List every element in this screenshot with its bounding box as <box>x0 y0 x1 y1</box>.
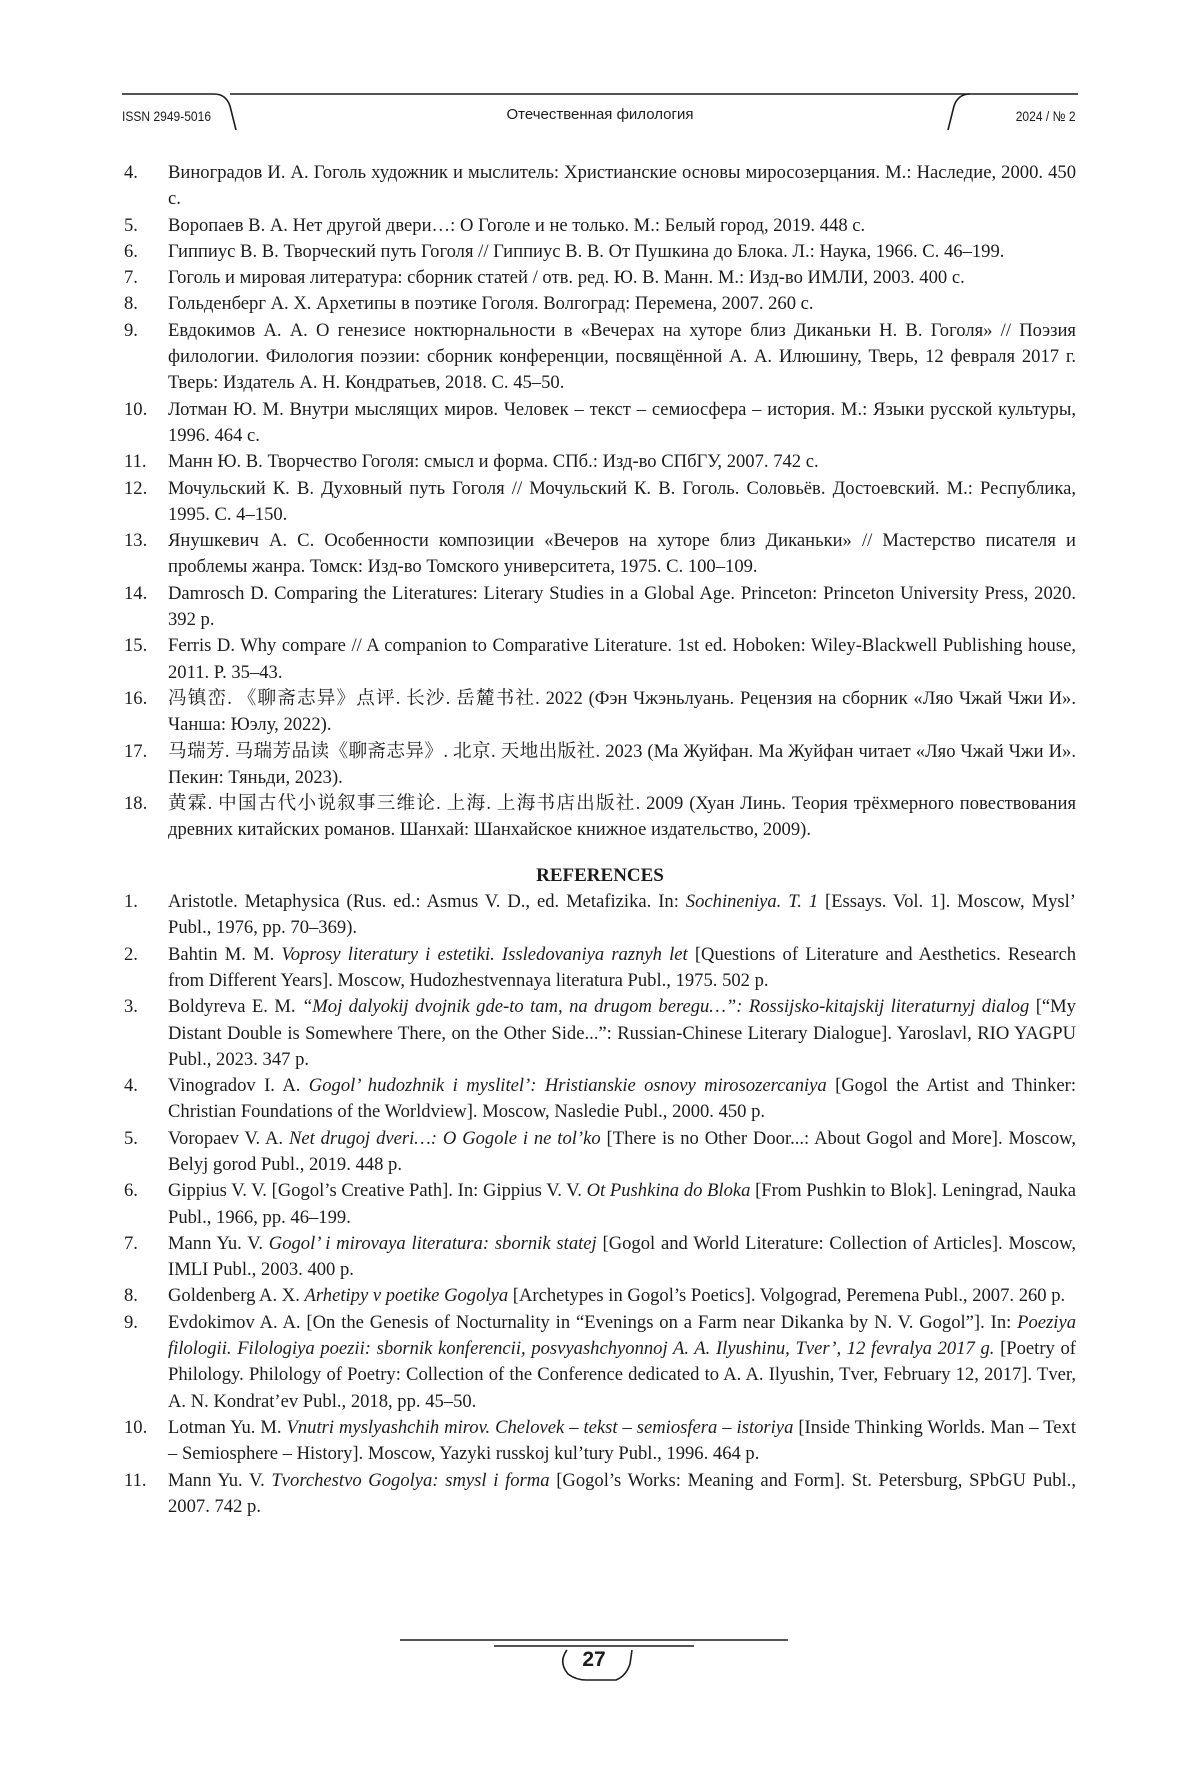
reference-text: Boldyreva E. M. <box>168 996 302 1018</box>
reference-title-italic: Voprosy literatury i estetiki. Issledovaniya raznyh let <box>281 943 688 965</box>
reference-text: [Archetypes in Gogol’s Poetics]. Volgograd, Peremena Publ., 2007. 260 p. <box>508 1285 1066 1307</box>
reference-item <box>124 397 1076 450</box>
reference-number: 11. <box>124 451 147 473</box>
reference-text: [“My Distant Double is Somewhere There, on the Other Side...”: Russian-Chinese Literary Dialogue]. Yaroslavl, RIO YAGPU Publ., 2023. 347 p. <box>168 996 1076 1070</box>
reference-text: 黄霖. 中国古代小说叙事三维论. 上海. 上海书店出版社. 2009 (Хуан Линь. Теория трёхмерного повествования древних китайских романов. Шанхай: Шанхайское книжное издательство, 2009). <box>168 793 1076 841</box>
reference-title-italic: Gogol’ i mirovaya literatura: sbornik statej <box>268 1232 597 1254</box>
reference-text: Gippius V. V. [Gogol’s Creative Path]. In: Gippius V. V. <box>168 1180 587 1202</box>
reference-item <box>124 160 1076 213</box>
reference-title-italic: Arhetipy v poetike Gogolya <box>304 1285 509 1307</box>
reference-item <box>124 581 1076 634</box>
reference-title-italic: Vnutri myslyashchih mirov. Chelovek – tekst – semiosfera – istoriya <box>286 1416 794 1438</box>
reference-item <box>124 1283 1076 1309</box>
reference-number: 5. <box>124 1127 138 1149</box>
reference-text: 冯镇峦. 《聊斋志异》点评. 长沙. 岳麓书社. 2022 (Фэн Чжэньлуань. Рецензия на сборник «Ляо Чжай Чжи И». Чанша: Юэлу, 2022). <box>168 687 1076 736</box>
reference-text: [Gogol’s Works: Meaning and Form]. St. Petersburg, SPbGU Publ., 2007. 742 p. <box>168 1469 1077 1517</box>
reference-item <box>124 942 1076 995</box>
reference-number: 5. <box>124 214 138 236</box>
english-reference-list <box>124 889 1076 1520</box>
reference-item <box>124 476 1076 529</box>
reference-number: 13. <box>124 530 148 552</box>
russian-reference-list <box>124 160 1076 844</box>
reference-text: [Essays. Vol. 1]. Moscow, Mysl’ Publ., 1976, pp. 70–369). <box>168 891 1076 939</box>
reference-text: Lotman Yu. M. <box>168 1416 287 1438</box>
reference-text: [Gogol the Artist and Thinker: Christian Foundations of the Worldview]. Moscow, Nasledie Publ., 2000. 450 p. <box>168 1075 1076 1123</box>
reference-item <box>124 1073 1076 1126</box>
reference-item <box>124 686 1076 739</box>
reference-item <box>124 739 1076 792</box>
reference-text: [Inside Thinking Worlds. Man – Text – Semiosphere – History]. Moscow, Yazyki russkoj kul’tury Publ., 1996. 464 p. <box>168 1416 1076 1465</box>
reference-text: Voropaev V. A. <box>168 1127 289 1149</box>
page-footer <box>400 1628 788 1688</box>
reference-text: Mann Yu. V. <box>168 1232 269 1254</box>
journal-title: Отечественная филология <box>506 106 694 123</box>
reference-number: 10. <box>124 1416 148 1438</box>
reference-number: 7. <box>124 1232 138 1254</box>
reference-text: Ferris D. Why compare // A companion to Comparative Literature. 1st ed. Hoboken: Wiley-Blackwell Publishing house, 2011. P. 35–43. <box>168 635 1076 683</box>
reference-text: Damrosch D. Comparing the Literatures: Literary Studies in a Global Age. Princeton: Princeton University Press, 2020. 392 p. <box>168 582 1076 631</box>
reference-text: [Gogol and World Literature: Collection of Articles]. Moscow, IMLI Publ., 2003. 400 p. <box>168 1232 1076 1281</box>
reference-text: Евдокимов А. А. О генезисе ноктюрнальности в «Вечерах на хуторе близ Диканьки Н. В. Гоголя» // Поэзия филологии. Филология поэзии: сборник конференции, посвящённой А. А. Илюшину, Тверь, 12 февраля 2017 г. Тверь: Издатель А. Н. Кондратьев, 2018. С. 45–50. <box>168 319 1076 394</box>
issn: ISSN 2949-5016 <box>122 108 212 124</box>
reference-item <box>124 994 1076 1073</box>
reference-number: 18. <box>124 793 148 815</box>
reference-text: [There is no Other Door...: About Gogol and More]. Moscow, Belyj gorod Publ., 2019. 448 p. <box>168 1127 1076 1175</box>
reference-text: Виноградов И. А. Гоголь художник и мыслитель: Христианские основы миросозерцания. М.: Наследие, 2000. 450 с. <box>168 162 1076 210</box>
reference-item <box>124 239 1076 265</box>
issue-number: 2024 / № 2 <box>1016 108 1076 124</box>
reference-text: Манн Ю. В. Творчество Гоголя: смысл и форма. СПб.: Изд-во СПбГУ, 2007. 742 с. <box>168 451 819 473</box>
references-heading: REFERENCES <box>536 864 664 886</box>
reference-text: 马瑞芳. 马瑞芳品读《聊斋志异》. 北京. 天地出版社. 2023 (Ма Жуйфан. Ма Жуйфан читает «Ляо Чжай Чжи И». Пекин: Тяньди, 2023). <box>168 740 1076 788</box>
reference-text: Evdokimov A. A. [On the Genesis of Nocturnality in “Evenings on a Farm near Dikanka by N. V. Gogol”]. In: <box>168 1311 1018 1333</box>
reference-item <box>124 1310 1076 1415</box>
reference-item <box>124 449 1076 475</box>
reference-title-italic: Ot Pushkina do Bloka <box>586 1180 751 1202</box>
reference-text: Гоголь и мировая литература: сборник статей / отв. ред. Ю. В. Манн. М.: Изд-во ИМЛИ, 2003. 400 с. <box>168 267 965 289</box>
reference-number: 6. <box>124 1180 138 1202</box>
reference-item <box>124 318 1076 397</box>
reference-item <box>124 265 1076 291</box>
page-number: 27 <box>582 1648 606 1671</box>
reference-item <box>124 633 1076 686</box>
reference-number: 16. <box>124 687 148 709</box>
reference-number: 4. <box>124 1075 138 1097</box>
reference-text: [Questions of Literature and Aesthetics. Research from Different Years]. Moscow, Hudozhestvennaya literatura Publ., 1975. 502 p. <box>168 943 1077 991</box>
reference-title-italic: Net drugoj dveri…: O Gogole i ne tol’ko <box>288 1127 601 1149</box>
reference-number: 15. <box>124 635 148 657</box>
reference-text: Vinogradov I. A. <box>168 1075 309 1097</box>
reference-title-italic: Poeziya filologii. Filologiya poezii: sbornik konferencii, posvyashchyonnoj A. A. Ilyushinu, Tver’, 12 fevralya 2017 g. <box>168 1311 1076 1360</box>
reference-content <box>124 160 1076 1520</box>
reference-text: Янушкевич А. С. Особенности композиции «Вечеров на хуторе близ Диканьки» // Мастерство писателя и проблемы жанра. Томск: Изд-во Томского университета, 1975. С. 100–109. <box>168 530 1076 578</box>
reference-number: 11. <box>124 1469 147 1491</box>
reference-number: 2. <box>124 943 138 965</box>
reference-text: Гольденберг А. Х. Архетипы в поэтике Гоголя. Волгоград: Перемена, 2007. 260 с. <box>168 293 814 315</box>
reference-text: Воропаев В. А. Нет другой двери…: О Гоголе и не только. М.: Белый город, 2019. 448 с. <box>168 214 866 236</box>
reference-number: 3. <box>124 996 138 1018</box>
reference-number: 6. <box>124 240 138 262</box>
reference-title-italic: Tvorchestvo Gogolya: smysl i forma <box>271 1469 550 1491</box>
reference-number: 9. <box>124 1311 138 1333</box>
reference-title-italic: Gogol’ hudozhnik i myslitel’: Hristianskie osnovy mirosozercaniya <box>308 1075 827 1097</box>
reference-item <box>124 1126 1076 1179</box>
reference-item <box>124 1231 1076 1284</box>
reference-item <box>124 1178 1076 1231</box>
reference-number: 1. <box>124 891 138 913</box>
reference-item <box>124 1468 1076 1521</box>
reference-text: [Poetry of Philology. Philology of Poetry: Collection of the Conference dedicated to A. A. Ilyushin, Tver, February 12, 2017]. Tver, A. N. Kondrat’ev Publ., 2018, pp. 45–50. <box>168 1338 1076 1412</box>
reference-number: 10. <box>124 398 148 420</box>
reference-text: Mann Yu. V. <box>168 1469 272 1491</box>
reference-text: Goldenberg A. X. <box>168 1285 305 1307</box>
reference-number: 8. <box>124 293 138 315</box>
reference-number: 9. <box>124 319 138 341</box>
reference-number: 12. <box>124 477 148 499</box>
running-header <box>122 84 1078 136</box>
reference-number: 8. <box>124 1285 138 1307</box>
reference-title-italic: “Moj dalyokij dvojnik gde-to tam, na drugom beregu…”: Rossijsko-kitajskij literaturnyj dialog <box>301 996 1030 1018</box>
reference-text: [From Pushkin to Blok]. Leningrad, Nauka Publ., 1966, pp. 46–199. <box>168 1180 1076 1228</box>
reference-item <box>124 528 1076 581</box>
reference-number: 14. <box>124 582 148 604</box>
reference-text: Aristotle. Metaphysica (Rus. ed.: Asmus V. D., ed. Metafizika. In: <box>168 891 686 913</box>
reference-item <box>124 213 1076 239</box>
reference-number: 7. <box>124 267 138 289</box>
reference-text: Bahtin M. M. <box>168 943 282 965</box>
reference-text: Мочульский К. В. Духовный путь Гоголя // Мочульский К. В. Гоголь. Соловьёв. Достоевский. М.: Республика, 1995. С. 4–150. <box>168 477 1076 525</box>
reference-item <box>124 889 1076 942</box>
reference-number: 4. <box>124 162 138 183</box>
reference-text: Гиппиус В. В. Творческий путь Гоголя // Гиппиус В. В. От Пушкина до Блока. Л.: Наука, 1966. С. 46–199. <box>168 240 1005 262</box>
reference-item <box>124 1415 1076 1468</box>
reference-title-italic: Sochineniya. T. 1 <box>685 891 819 913</box>
reference-text: Лотман Ю. М. Внутри мыслящих миров. Человек – текст – семиосфера – история. М.: Языки русской культуры, 1996. 464 с. <box>168 398 1076 446</box>
reference-item <box>124 791 1076 844</box>
reference-number: 17. <box>124 740 148 762</box>
reference-item <box>124 291 1076 317</box>
